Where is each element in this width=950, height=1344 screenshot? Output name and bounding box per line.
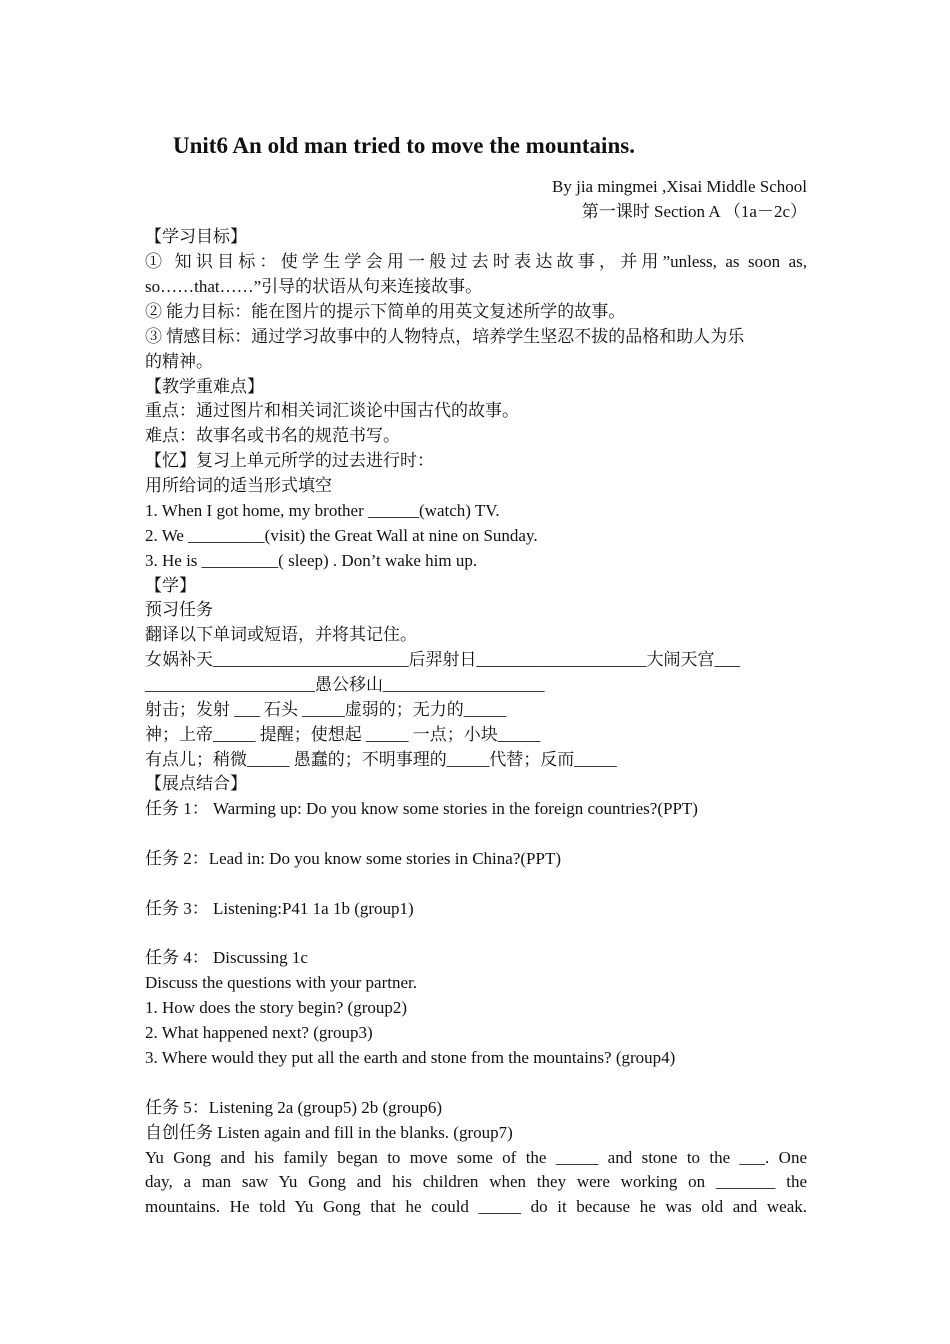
- goals-header: 【学习目标】: [145, 227, 247, 246]
- task-5: 任务 5：Listening 2a (group5) 2b (group6): [145, 1098, 442, 1117]
- vocab-line-1: 射击；发射 ___ 石头 _____虚弱的；无力的_____: [145, 700, 507, 719]
- task-4: 任务 4： Discussing 1c: [145, 948, 308, 967]
- document-title: Unit6 An old man tried to move the mountains.: [173, 133, 635, 158]
- review-header: 【忆】复习上单元所学的过去进行时：: [145, 451, 434, 470]
- goal-emotion-line2: 的精神。: [145, 352, 213, 371]
- goal-ability: ② 能力目标：能在图片的提示下简单的用英文复述所学的故事。: [145, 302, 626, 321]
- review-instruction: 用所给词的适当形式填空: [145, 476, 332, 495]
- phrases-line-2: ____________________愚公移山___________________: [145, 675, 545, 694]
- vocab-line-3: 有点儿；稍微_____ 愚蠢的；不明事理的_____代替；反而_____: [145, 750, 617, 769]
- preview-task: 预习任务: [145, 600, 213, 619]
- self-task: 自创任务 Listen again and fill in the blanks. (group7): [145, 1123, 513, 1142]
- story-line-3: mountains. He told Yu Gong that he could _____ do it because he was old and weak.: [145, 1197, 807, 1216]
- story-line-2: day, a man saw Yu Gong and his children when they were working on _______ the: [145, 1172, 807, 1191]
- discuss-instruction: Discuss the questions with your partner.: [145, 973, 417, 992]
- key-points-header: 【教学重难点】: [145, 377, 264, 396]
- goal-emotion-line1: ③ 情感目标：通过学习故事中的人物特点，培养学生坚忍不拔的品格和助人为乐: [145, 327, 745, 346]
- discuss-question-2: 2. What happened next? (group3): [145, 1023, 373, 1042]
- task-2: 任务 2：Lead in: Do you know some stories in China?(PPT): [145, 849, 561, 868]
- key-point: 重点：通过图片和相关词汇谈论中国古代的故事。: [145, 401, 519, 420]
- review-question-3: 3. He is _________( sleep) . Don’t wake him up.: [145, 551, 478, 570]
- story-line-1: Yu Gong and his family began to move some of the _____ and stone to the ___. One: [145, 1148, 807, 1167]
- show-header: 【展点结合】: [145, 774, 247, 793]
- learn-header: 【学】: [145, 576, 196, 595]
- author-line: By jia mingmei ,Xisai Middle School: [552, 177, 807, 196]
- difficult-point: 难点：故事名或书名的规范书写。: [145, 426, 400, 445]
- vocab-line-2: 神；上帝_____ 提醒；使想起 _____ 一点；小块_____: [145, 725, 541, 744]
- translate-instruction: 翻译以下单词或短语，并将其记住。: [145, 625, 417, 644]
- review-question-2: 2. We _________(visit) the Great Wall at nine on Sunday.: [145, 526, 538, 545]
- discuss-question-3: 3. Where would they put all the earth and stone from the mountains? (group4): [145, 1048, 676, 1067]
- goal-knowledge-line1: ① 知识目标：使学生学会用一般过去时表达故事，并用”unless, as soon as,: [145, 252, 807, 271]
- review-question-1: 1. When I got home, my brother ______(watch) TV.: [145, 501, 500, 520]
- task-3: 任务 3： Listening:P41 1a 1b (group1): [145, 899, 414, 918]
- task-1: 任务 1： Warming up: Do you know some stories in the foreign countries?(PPT): [145, 799, 698, 818]
- phrases-line-1: 女娲补天_______________________后羿射日____________________大闹天宫___: [145, 650, 740, 669]
- goal-knowledge-line2: so……that……”引导的状语从句来连接故事。: [145, 277, 483, 296]
- discuss-question-1: 1. How does the story begin? (group2): [145, 998, 408, 1017]
- lesson-line: 第一课时 Section A （1a－2c）: [581, 202, 807, 221]
